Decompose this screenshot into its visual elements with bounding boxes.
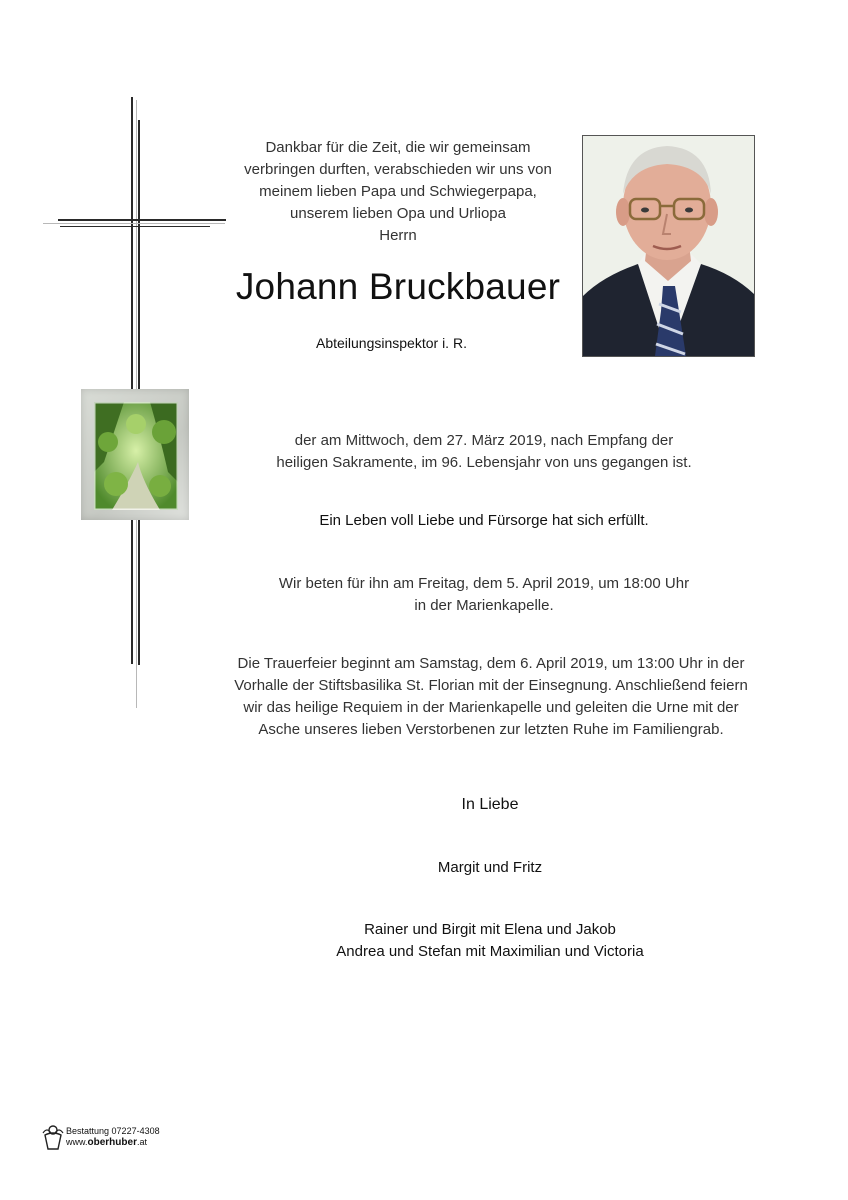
footer-company: Bestattung	[66, 1126, 110, 1136]
ceremony-line: wir das heilige Requiem in der Marienkapelle und geleiten die Urne mit der	[243, 699, 739, 716]
intro-line: meinem lieben Papa und Schwiegerpapa,	[259, 183, 537, 200]
death-notice	[240, 430, 728, 474]
intro-line: Herrn	[379, 227, 417, 244]
angel-logo-icon	[42, 1123, 64, 1151]
ceremony-line: Die Trauerfeier beginnt am Samstag, dem 6. April 2019, um 13:00 Uhr in der	[237, 655, 745, 672]
footer-company-info	[66, 1126, 160, 1148]
prayer-line: Wir beten für ihn am Freitag, dem 5. April 2019, um 18:00 Uhr	[278, 575, 690, 592]
footer-website[interactable]	[66, 1137, 160, 1148]
intro-line: unserem lieben Opa und Urliopa	[290, 205, 506, 222]
family-children: Margit und Fritz	[437, 859, 543, 876]
portrait-photo	[582, 135, 755, 357]
in-love: In Liebe	[461, 796, 519, 813]
family-grandchildren	[240, 919, 740, 963]
death-notice-line: heiligen Sakramente, im 96. Lebensjahr von uns gegangen ist.	[276, 454, 692, 471]
ceremony-notice	[224, 653, 758, 741]
footer-website-suffix: .at	[136, 1137, 147, 1147]
intro-line: verbringen durften, verabschieden wir uns von	[244, 161, 552, 178]
prayer-notice	[240, 573, 728, 617]
family-line: Rainer und Birgit mit Elena und Jakob	[364, 921, 616, 938]
footer-website-prefix: www.	[66, 1137, 88, 1147]
intro-text	[228, 137, 568, 247]
family-line: Andrea und Stefan mit Maximilian und Victoria	[336, 943, 644, 960]
footer-phone: 07227-4308	[111, 1126, 160, 1136]
prayer-line: in der Marienkapelle.	[414, 597, 554, 614]
deceased-title: Abteilungsinspektor i. R.	[316, 335, 467, 351]
motto: Ein Leben voll Liebe und Fürsorge hat sich erfüllt.	[319, 512, 649, 529]
ceremony-line: Vorhalle der Stiftsbasilika St. Florian mit der Einsegnung. Anschließend feiern	[234, 677, 748, 694]
nature-photo	[94, 402, 178, 510]
deceased-name: Johann Bruckbauer	[235, 266, 561, 307]
intro-line: Dankbar für die Zeit, die wir gemeinsam	[265, 139, 531, 156]
death-notice-line: der am Mittwoch, dem 27. März 2019, nach Empfang der	[294, 432, 674, 449]
footer-website-main: oberhuber	[87, 1137, 137, 1148]
ceremony-line: Asche unseres lieben Verstorbenen zur letzten Ruhe im Familiengrab.	[258, 721, 724, 738]
